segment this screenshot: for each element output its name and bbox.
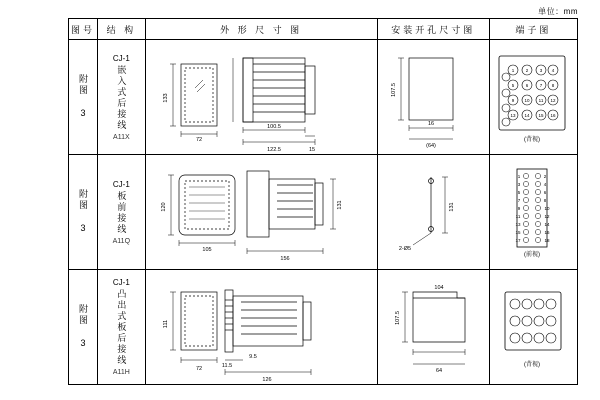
terminal-num-14: 14 bbox=[524, 113, 530, 118]
structure-text-1: 嵌入式后接线 bbox=[116, 64, 127, 131]
dim-2-3: 156 bbox=[279, 256, 290, 262]
structure-sub-3: A11H bbox=[112, 369, 130, 376]
hole-dim-3-2: 104 bbox=[434, 285, 444, 291]
terminal-right-3: 6 bbox=[543, 190, 547, 195]
structure-cell-3 bbox=[98, 270, 145, 385]
outline-drawing-3 bbox=[147, 272, 373, 382]
terminal-right-9: 18 bbox=[544, 238, 550, 243]
terminal-left-6: 11 bbox=[515, 214, 521, 219]
figure-no-cell-1 bbox=[69, 40, 98, 155]
dim-3-2: 72 bbox=[195, 366, 202, 372]
figure-no-text-3: 附图 3 bbox=[78, 304, 89, 350]
terminal-right-7: 14 bbox=[544, 222, 550, 227]
header-outline-dimensions: 外 形 尺 寸 图 bbox=[145, 19, 377, 40]
dim-2-4: 131 bbox=[336, 200, 343, 210]
header-terminal-diagram: 端子图 bbox=[489, 19, 577, 40]
terminal-cell-2 bbox=[489, 155, 577, 270]
table-row bbox=[69, 270, 578, 385]
terminal-left-3: 5 bbox=[517, 190, 521, 195]
dim-2-2: 105 bbox=[201, 247, 212, 253]
figure-no-cell-2 bbox=[69, 155, 98, 270]
terminal-left-8: 15 bbox=[515, 230, 521, 235]
terminal-left-9: 17 bbox=[515, 238, 521, 243]
dim-2-1: 120 bbox=[160, 202, 167, 212]
terminal-num-8: 8 bbox=[551, 83, 555, 88]
terminal-left-7: 13 bbox=[515, 222, 521, 227]
outline-drawing-cell-2 bbox=[145, 155, 377, 270]
dim-3-5: 126 bbox=[261, 377, 272, 382]
terminal-right-5: 10 bbox=[544, 206, 550, 211]
terminal-right-2: 4 bbox=[543, 182, 547, 187]
hole-dim-3-1: 107.5 bbox=[394, 311, 401, 325]
header-structure: 结 构 bbox=[98, 19, 145, 40]
table-row bbox=[69, 155, 578, 270]
terminal-right-8: 16 bbox=[544, 230, 550, 235]
specification-table bbox=[68, 18, 578, 385]
dim-1-3: 100.5 bbox=[266, 124, 281, 130]
mounting-hole-cell-3 bbox=[377, 270, 489, 385]
terminal-num-1: 1 bbox=[511, 68, 515, 73]
figure-no-text-1: 附图 3 bbox=[78, 74, 89, 120]
structure-sub-2: A11Q bbox=[112, 237, 131, 245]
unit-label: 单位：mm bbox=[538, 7, 578, 16]
terminal-num-15: 15 bbox=[538, 113, 544, 118]
header-mounting-hole: 安装开孔尺寸图 bbox=[377, 19, 489, 40]
structure-cell-2 bbox=[98, 155, 145, 270]
hole-dim-2-1: 131 bbox=[448, 202, 455, 212]
structure-sub-1: A11X bbox=[113, 133, 130, 141]
header-figure-no: 图号 bbox=[69, 19, 98, 40]
mounting-hole-drawing-2 bbox=[379, 157, 485, 267]
dim-1-5: 15 bbox=[308, 147, 315, 152]
hole-dim-3-3: 64 bbox=[435, 368, 442, 374]
dim-1-2: 72 bbox=[195, 137, 202, 143]
table-row bbox=[69, 40, 578, 155]
terminal-num-16: 16 bbox=[550, 113, 556, 118]
terminal-num-9: 9 bbox=[511, 98, 515, 103]
terminal-num-11: 11 bbox=[538, 98, 544, 103]
terminal-num-6: 6 bbox=[525, 83, 529, 88]
figure-no-cell-3 bbox=[69, 270, 98, 385]
figure-no-text-2: 附图 3 bbox=[78, 189, 89, 235]
dim-3-1: 111 bbox=[162, 319, 169, 329]
structure-code-2: CJ-1 bbox=[112, 179, 130, 189]
terminal-caption-1: (背视) bbox=[523, 137, 540, 143]
terminal-diagram-2 bbox=[491, 165, 573, 259]
terminal-caption-2: (前视) bbox=[523, 252, 540, 258]
outline-drawing-2 bbox=[147, 157, 373, 267]
outline-drawing-cell-3 bbox=[145, 270, 377, 385]
hole-dim-1-3: (64) bbox=[425, 143, 436, 149]
terminal-num-3: 3 bbox=[539, 68, 543, 73]
structure-code-3: CJ-1 bbox=[112, 278, 130, 287]
terminal-right-6: 12 bbox=[544, 214, 550, 219]
mounting-hole-drawing-1 bbox=[379, 42, 485, 152]
dim-3-3: 11.5 bbox=[221, 363, 232, 369]
terminal-num-4: 4 bbox=[551, 68, 555, 73]
hole-dim-1-2: 16 bbox=[427, 121, 434, 127]
outline-drawing-1 bbox=[147, 42, 373, 152]
terminal-num-10: 10 bbox=[524, 98, 530, 103]
structure-code-1: CJ-1 bbox=[112, 53, 130, 63]
terminal-num-7: 7 bbox=[539, 83, 543, 88]
structure-cell-1 bbox=[98, 40, 145, 155]
mounting-hole-cell-1 bbox=[377, 40, 489, 155]
terminal-num-12: 12 bbox=[550, 98, 556, 103]
terminal-diagram-3 bbox=[491, 280, 573, 374]
terminal-caption-3: (背视) bbox=[523, 362, 540, 368]
terminal-right-1: 2 bbox=[543, 174, 547, 179]
terminal-num-5: 5 bbox=[511, 83, 515, 88]
terminal-num-13: 13 bbox=[510, 113, 516, 118]
mounting-hole-cell-2 bbox=[377, 155, 489, 270]
terminal-cell-1 bbox=[489, 40, 577, 155]
dim-3-4: 9.5 bbox=[248, 354, 257, 360]
terminal-left-4: 7 bbox=[517, 198, 521, 203]
terminal-left-2: 3 bbox=[517, 182, 521, 187]
terminal-left-5: 9 bbox=[517, 206, 521, 211]
dim-1-1: 133 bbox=[162, 93, 169, 103]
structure-text-2: 板前接线 bbox=[116, 190, 127, 235]
dim-1-4: 122.5 bbox=[266, 147, 281, 152]
terminal-right-4: 8 bbox=[543, 198, 547, 203]
structure-text-3: 凸出式板后接线 bbox=[116, 289, 127, 366]
hole-dim-2-2: 2-Ø5 bbox=[398, 246, 411, 252]
mounting-hole-drawing-3 bbox=[379, 272, 485, 382]
hole-dim-1-1: 107.5 bbox=[390, 83, 397, 97]
outline-drawing-cell-1 bbox=[145, 40, 377, 155]
terminal-diagram-1 bbox=[491, 50, 573, 144]
table-header-row bbox=[69, 19, 578, 40]
terminal-num-2: 2 bbox=[525, 68, 529, 73]
terminal-left-1: 1 bbox=[517, 174, 521, 179]
terminal-cell-3 bbox=[489, 270, 577, 385]
